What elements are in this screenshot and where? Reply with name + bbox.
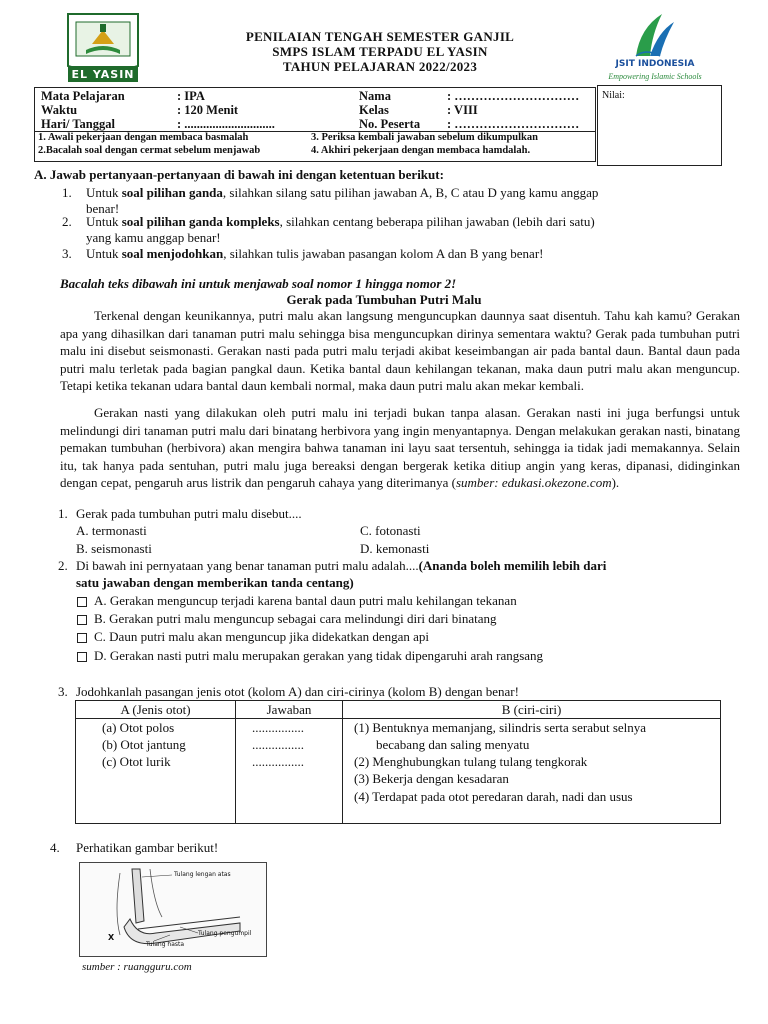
school-logo <box>62 10 144 84</box>
muscle-c: (c) Otot lurik <box>102 754 171 769</box>
instruction-2-cont: yang kamu anggap benar! <box>86 230 221 245</box>
q2-checkbox-b[interactable] <box>77 615 87 625</box>
jsit-tagline: Empowering Islamic Schools <box>608 72 702 81</box>
class-label: Kelas <box>359 103 389 117</box>
label-upper-arm-bone: Tulang lengan atas <box>174 871 231 878</box>
score-box[interactable] <box>597 85 722 166</box>
name-label: Nama <box>359 89 391 103</box>
subject-label: Mata Pelajaran <box>41 89 125 103</box>
reading-paragraph-1: Terkenal dengan keunikannya, putri malu akan langsung menguncupkan daunnya saat disentuh. Tahu kah kamu? Gerakan apa yang dihasilkan dari tanaman putri malu sehingga bisa menguncupkan dirinya sementara waktu? Gerak pada tumbuhan putri malu ini disebut seismonasti. Gerakan nasti pada putri malu terjadi akibat keseimbangan air pada bantal daun. Bantal daun pada putri malu terletak pada bagian pangkal daun. Ketika bantal daun kehilangan tekanan, maka daun putri malu akan menguncup. Tetapi ketika tekanan udara bantal daun kembali normal, maka daun putri malu akan mekar kembali. <box>60 308 740 394</box>
col-b-header: B (ciri-ciri) <box>501 702 562 717</box>
q3-number: 3. <box>58 684 68 699</box>
reading-paragraph-2: Gerakan nasti yang dilakukan oleh putri malu ini terjadi bukan tanpa alasan. Gerakan nasti ini juga berfungsi untuk melindungi diri tanaman putri malu dari binatang herbivora yang ingin menyantapnya. Dengan melakukan gerakan nasti, binatang pemakan tumbuhan (herbivora) akan mengira bahwa tanaman ini layu saat tersentuh, sehingga ia tidak jadi memakannya. Selain itu, tak hanya pada sentuhan, putri malu juga bereaksi dengan bergerak ketika ditiup angin yang keras, dipanasi, didinginkan dengan cepat, pengaruh arus listrik dan pengaruh cahaya yang diterimanya (sumber: edukasi.okezone.com). <box>60 405 740 491</box>
reading-source: sumber: edukasi.okezone.com <box>455 475 612 491</box>
answer-blank-a[interactable]: ................ <box>252 720 304 735</box>
rule-4: 4. Akhiri pekerjaan dengan membaca hamdalah. <box>311 145 531 156</box>
rule-3: 3. Periksa kembali jawaban sebelum dikumpulkan <box>311 132 538 143</box>
jsit-logo <box>600 8 710 88</box>
trait-4: (4) Terdapat pada otot peredaran darah, nadi dan usus <box>354 789 633 804</box>
trait-2: (2) Menghubungkan tulang tulang tengkorak <box>354 754 588 769</box>
q1-option-c[interactable]: C. fotonasti <box>360 523 421 538</box>
instruction-2-num: 2. <box>62 214 72 229</box>
student-info-box <box>34 87 596 162</box>
trait-1-cont: becabang dan saling menyatu <box>376 737 530 752</box>
q2-option-d: D. Gerakan nasti putri malu merupakan gerakan yang tidak dipengaruhi arah rangsang <box>94 648 544 663</box>
subject-value: : IPA <box>177 89 205 103</box>
name-field[interactable]: : ………………………… <box>447 89 580 103</box>
time-label: Waktu <box>41 103 78 117</box>
answer-blank-b[interactable]: ................ <box>252 737 304 752</box>
q1-text: Gerak pada tumbuhan putri malu disebut.... <box>76 506 302 521</box>
q4-text: Perhatikan gambar berikut! <box>76 840 219 855</box>
figure-source: sumber : ruangguru.com <box>82 961 192 973</box>
q2-option-a: A. Gerakan menguncup terjadi karena bantal daun putri malu kehilangan tekanan <box>94 593 517 608</box>
instruction-1-cont: benar! <box>86 201 120 216</box>
rule-1: 1. Awali pekerjaan dengan membaca basmalah <box>38 132 249 143</box>
instruction-3: Untuk soal menjodohkan, silahkan tulis jawaban pasangan kolom A dan B yang benar! <box>86 246 544 261</box>
q2-option-c: C. Daun putri malu akan menguncup jika didekatkan dengan api <box>94 629 430 644</box>
label-x: X <box>108 933 115 942</box>
school-logo-text: EL YASIN <box>71 68 135 81</box>
instruction-3-num: 3. <box>62 246 72 261</box>
q4-number: 4. <box>50 840 60 855</box>
arm-bone-figure <box>79 862 267 957</box>
participant-label: No. Peserta <box>359 117 421 131</box>
class-value: : VIII <box>447 103 478 117</box>
q1-option-b[interactable]: B. seismonasti <box>76 541 152 556</box>
trait-3: (3) Bekerja dengan kesadaran <box>354 771 509 786</box>
participant-field[interactable]: : ………………………… <box>447 117 580 131</box>
time-value: : 120 Menit <box>177 103 239 117</box>
q2-checkbox-a[interactable] <box>77 597 87 607</box>
instruction-1-num: 1. <box>62 185 72 200</box>
academic-year: TAHUN PELAJARAN 2022/2023 <box>282 59 478 74</box>
q1-number: 1. <box>58 506 68 521</box>
instruction-2: Untuk soal pilihan ganda kompleks, silahkan centang beberapa pilihan jawaban (lebih dari satu) <box>86 214 595 229</box>
q2-note: satu jawaban dengan memberikan tanda centang) <box>76 575 354 590</box>
matching-table <box>75 700 721 824</box>
instruction-1: Untuk soal pilihan ganda, silahkan silang satu pilihan jawaban A, B, C atau D yang kamu anggap <box>86 185 599 200</box>
q2-checkbox-d[interactable] <box>77 652 87 662</box>
section-a-heading: A. Jawab pertanyaan-pertanyaan di bawah ini dengan ketentuan berikut: <box>34 167 444 182</box>
col-a-header: A (Jenis otot) <box>120 702 191 717</box>
school-name: SMPS ISLAM TERPADU EL YASIN <box>272 44 488 59</box>
muscle-a: (a) Otot polos <box>102 720 175 735</box>
q1-option-d[interactable]: D. kemonasti <box>360 541 430 556</box>
score-label: Nilai: <box>602 90 625 101</box>
date-field[interactable]: : ............................. <box>177 117 275 131</box>
q2-checkbox-c[interactable] <box>77 633 87 643</box>
reading-instruction: Bacalah teks dibawah ini untuk menjawab soal nomor 1 hingga nomor 2! <box>60 276 457 291</box>
label-ulna: Tulang hasta <box>146 941 185 948</box>
rule-2: 2.Bacalah soal dengan cermat sebelum menjawab <box>38 145 261 156</box>
muscle-b: (b) Otot jantung <box>102 737 186 752</box>
reading-title: Gerak pada Tumbuhan Putri Malu <box>286 292 482 307</box>
q2-number: 2. <box>58 558 68 573</box>
answer-blank-c[interactable]: ................ <box>252 754 304 769</box>
trait-1: (1) Bentuknya memanjang, silindris serta serabut selnya <box>354 720 647 735</box>
label-radius: Tulang pengumpil <box>198 930 252 937</box>
date-label: Hari/ Tanggal <box>41 117 115 131</box>
q2-option-b: B. Gerakan putri malu menguncup sebagai cara melindungi diri dari binatang <box>94 611 497 626</box>
q1-option-a[interactable]: A. termonasti <box>76 523 147 538</box>
jsit-brand: JSIT INDONESIA <box>615 59 695 69</box>
q3-text: Jodohkanlah pasangan jenis otot (kolom A) dan ciri-cirinya (kolom B) dengan benar! <box>76 684 519 699</box>
exam-title: PENILAIAN TENGAH SEMESTER GANJIL <box>245 29 515 44</box>
answer-header: Jawaban <box>266 702 312 717</box>
q2-text: Di bawah ini pernyataan yang benar tanaman putri malu adalah....(Ananda boleh memilih lebih dari <box>76 558 607 573</box>
